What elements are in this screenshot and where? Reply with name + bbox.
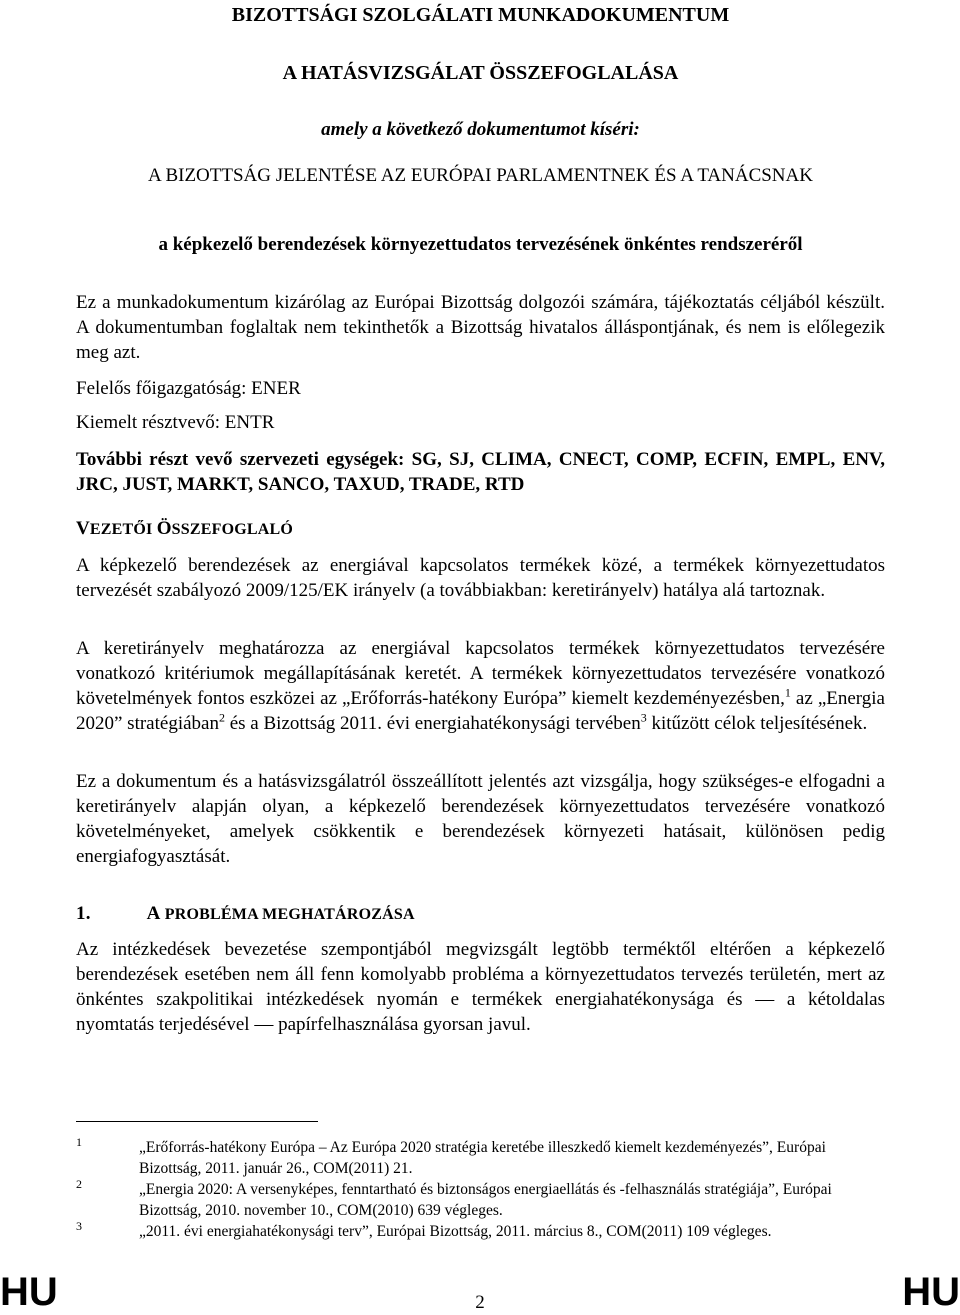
footnote-2	[76, 1179, 885, 1221]
associated-dg: Kiemelt résztvevő: ENTR	[76, 412, 275, 433]
section-1-paragraph: Az intézkedések bevezetése szempontjából megvizsgált legtöbb terméktől eltérően a képkezelő berendezések esetében nem áll fenn komolyabb probléma a környezettudatos tervezés területén, mert az önkéntes szakpolitikai intézkedések nyomán e termékek energiahatékonysága és — a kétoldalas nyomtatás terjedésével — papírfelhasználása gyorsan javul.	[76, 939, 885, 1035]
executive-summary-heading: VEZETŐI ÖSSZEFOGLALÓ	[76, 518, 294, 539]
footnote-1	[76, 1137, 885, 1179]
footnote-text: „Erőforrás-hatékony Európa – Az Európa 2020 stratégia keretébe illeszkedő kiemelt kezdeményezés”, Európai Bizottság, 2011. január 26., COM(2011) 21.	[139, 1139, 826, 1177]
accompanying-note: amely a következő dokumentumot kíséri:	[321, 119, 640, 140]
section-1-heading: 1. A PROBLÉMA MEGHATÁROZÁSA	[76, 903, 415, 924]
summary-paragraph-1: A képkezelő berendezések az energiával kapcsolatos termékek közé, a termékek környezettudatos tervezését szabályozó 2009/125/EK irányelv (a továbbiakban: keretirányelv) hatálya alá tartoznak.	[76, 555, 885, 601]
report-topic: a képkezelő berendezések környezettudatos tervezésének önkéntes rendszeréről	[158, 234, 803, 255]
document-subtitle-heading: A HATÁSVIZSGÁLAT ÖSSZEFOGLALÁSA	[282, 62, 679, 84]
summary-paragraph-3: Ez a dokumentum és a hatásvizsgálatról összeállított jelentés azt vizsgálja, hogy szükséges-e elfogadni a keretirányelv alapján olyan, a képkezelő berendezések környezettudatos tervezésére vonatkozó követelményeket, amelyek csökkentik e berendezések környezeti hatásait, különösen pedig energiafogyasztását.	[76, 771, 885, 867]
footnote-text: „Energia 2020: A versenyképes, fenntartható és biztonságos energiaellátás és -felhasználás stratégiája”, Európai Bizottság, 2010. november 10., COM(2010) 639 végleges.	[139, 1181, 832, 1219]
footnote-text: „2011. évi energiahatékonysági terv”, Európai Bizottság, 2011. március 8., COM(2011) 109 végleges.	[139, 1223, 772, 1240]
language-code-right: HU	[902, 1270, 960, 1314]
footnote-ref-2[interactable]: 2	[218, 710, 225, 725]
other-services: További részt vevő szervezeti egységek: SG, SJ, CLIMA, CNECT, COMP, ECFIN, EMPL, ENV, JRC, JUST, MARKT, SANCO, TAXUD, TRADE, RTD	[76, 449, 885, 495]
footnote-number: 2	[76, 1177, 82, 1191]
disclaimer-paragraph: Ez a munkadokumentum kizárólag az Európai Bizottság dolgozói számára, tájékoztatás céljából készült. A dokumentumban foglaltak nem tekinthetők a Bizottság hivatalos álláspontjának, és nem is előlegezik meg azt.	[76, 292, 885, 363]
summary-paragraph-2: A keretirányelv meghatározza az energiával kapcsolatos termékek környezettudatos tervezésére vonatkozó kritériumok megállapításának keretét. A termékek környezettudatos tervezésére vonatkozó követelmények fontos eszközei az „Erőforrás-hatékony Európa” kiemelt kezdeményezésben,$^1$ az „Energia 2020” stratégiában$^2$ és a Bizottság 2011. évi energiahatékonysági tervében$^3$ kitűzött célok teljesítésének.	[76, 638, 885, 734]
footnote-number: 3	[76, 1219, 82, 1233]
footnote-ref-3[interactable]: 3	[640, 710, 647, 725]
footnote-3	[76, 1221, 885, 1242]
page-number: 2	[475, 1292, 485, 1313]
language-code-left: HU	[0, 1270, 58, 1314]
footnote-number: 1	[76, 1135, 82, 1149]
lead-dg: Felelős főigazgatóság: ENER	[76, 378, 301, 399]
document-title: BIZOTTSÁGI SZOLGÁLATI MUNKADOKUMENTUM	[231, 4, 730, 26]
footnote-ref-1[interactable]: 1	[784, 685, 791, 700]
footnote-separator	[76, 1121, 318, 1122]
report-title: A BIZOTTSÁG JELENTÉSE AZ EURÓPAI PARLAMENTNEK ÉS A TANÁCSNAK	[148, 165, 813, 186]
